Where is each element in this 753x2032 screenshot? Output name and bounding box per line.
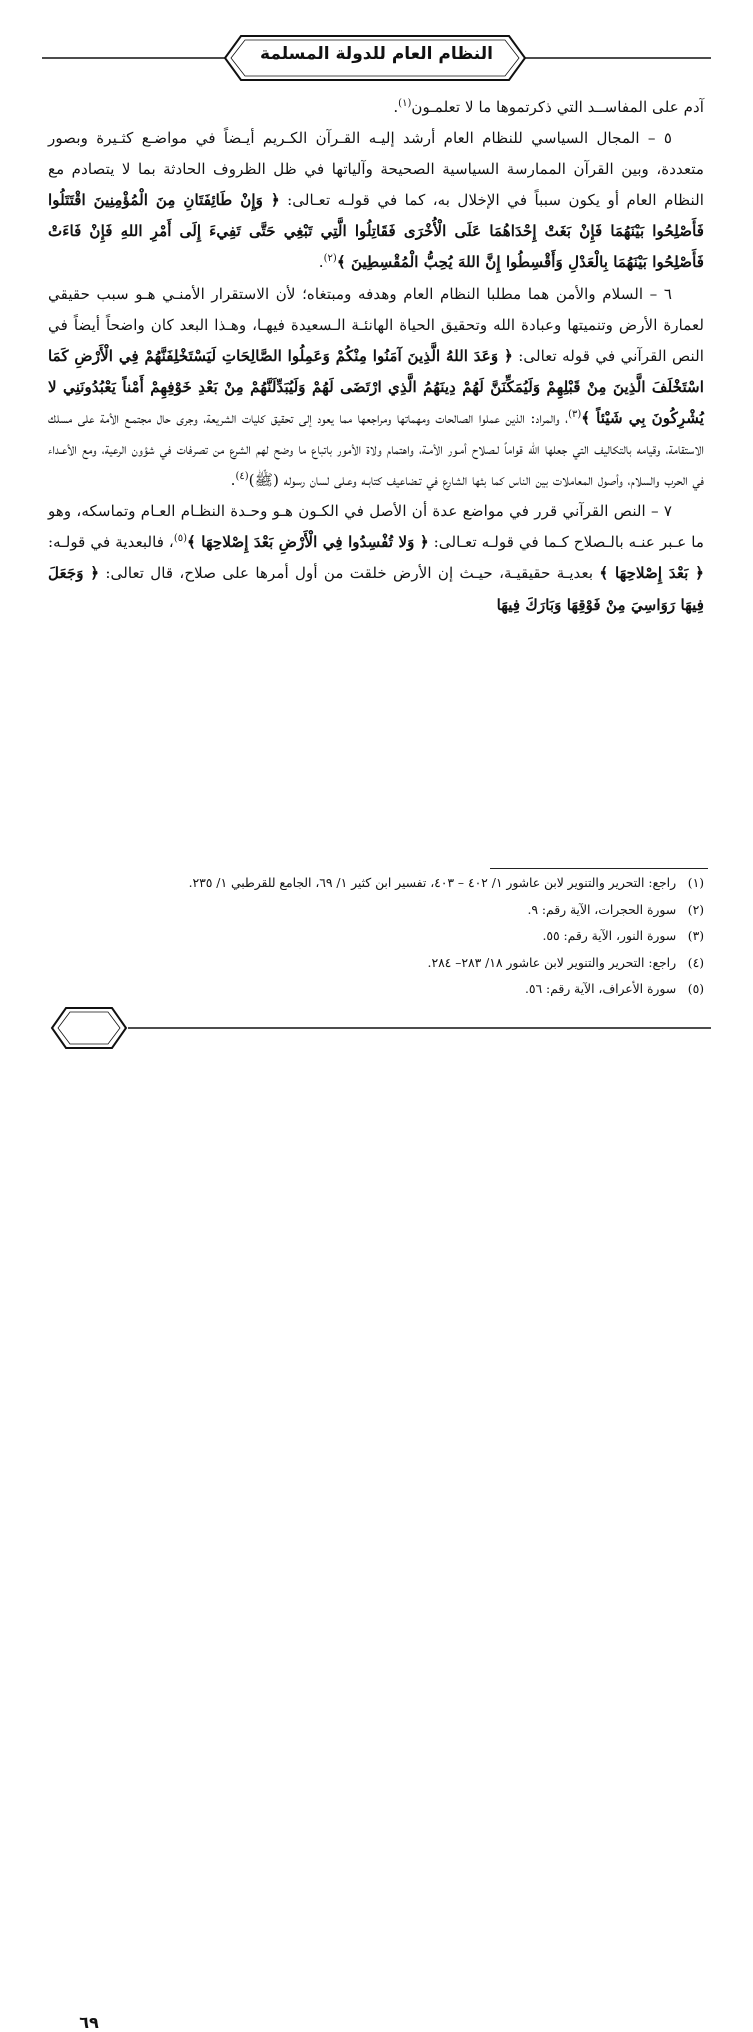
footnote-text: راجع: التحرير والتنوير لابن عاشور ١/ ٤٠٢ – ٤٠٣، تفسير ابن كثير ١/ ٦٩، الجامع للقرطبي ١/ ٢٣٥. (188, 876, 677, 890)
footnote-reference: (٢) (323, 253, 337, 265)
footnotes-list (48, 870, 704, 1003)
body-paragraph (48, 279, 704, 497)
footnote-item (48, 950, 704, 977)
body-paragraph (48, 496, 704, 620)
footnote-text: سورة النور، الآية رقم: ٥٥. (542, 929, 677, 943)
footnote-text: سورة الحجرات، الآية رقم: ٩. (527, 902, 677, 917)
footnote-item (48, 923, 704, 950)
footnote-text: راجع: التحرير والتنوير لابن عاشور ١٨/ ٢٨٣– ٢٨٤. (427, 955, 677, 970)
footnote-number: (٤) (687, 955, 704, 970)
quran-verse: ﴿ بَعْدَ إِصْلاحِهَا ﴾ (599, 564, 704, 583)
page-header (0, 0, 753, 100)
body-text-segment: ، والمراد: الذين عملوا الصالحات ومهماتها ومراجعها مما يعود إلى تحقيق كليات الشريعة، وجرى حال مجتمـع الأمة على مسلك الاستقامة، وقيامه بالتكاليف التي جعلها الله قواماً لـصلاح أمـور الأمـة، واهتمام ولاة الأمور باتباع ما وضح لهم الشرع من تصرفات في شؤون الرعية، ومع الأعـداء في الحرب والسلام، وأصول المعاملات بين الناس كما بثها الشارع في تـضاعيف كتابـه وعـلى لسان رسوله (ﷺ) (48, 408, 704, 490)
footnote-separator (490, 868, 708, 869)
quran-verse: ﴿ وَعَدَ اللهُ الَّذِينَ آمَنُوا مِنْكُمْ وَعَمِلُوا الصَّالِحَاتِ لَيَسْتَخْلِفَنَّهُمْ فِي الْأَرْضِ كَمَا اسْتَخْلَفَ الَّذِينَ مِنْ قَبْلِهِمْ وَلَيُمَكِّنَنَّ لَهُمْ دِينَهُمُ الَّذِي ارْتَضَى لَهُمْ وَلَيُبَدِّلَنَّهُمْ مِنْ بَعْدِ خَوْفِهِمْ أَمْناً يَعْبُدُونَنِي لا يُشْرِكُونَ بِي شَيْئاً ﴾ (48, 346, 704, 427)
body-text-segment: . (393, 98, 399, 116)
body-text-segment: بعديـة حقيقيـة، حيـث إن الأرض خلقت من أول أمرها على صلاح، قال تعالى: (99, 564, 600, 583)
quran-verse: ﴿ وَلا تُفْسِدُوا فِي الْأَرْضِ بَعْدَ إِصْلاحِهَا ﴾ (187, 533, 429, 552)
body-paragraph (48, 123, 704, 278)
footnote-reference: (٤) (235, 471, 249, 483)
footnote-number: (٢) (687, 902, 704, 917)
footnote-number: (٣) (687, 929, 704, 943)
footnote-item (48, 976, 704, 1003)
page-number: ٦٩ (79, 2013, 99, 2032)
body-text-segment: ٦ – السلام والأمن هما مطلبا النظام العام وهدفه ومبتغاه؛ لأن الاستقرار الأمنـي هـو سبب حقيقي لعمارة الأرض وتنميتها وعبادة الله وتحقيق الحياة الهانئـة الـسعيدة فيهـا، وهـذا البعد كان واضحاً أيضاً في النص القرآني في قوله تعالى: (48, 284, 704, 365)
body-text-segment: ٥ – المجال السياسي للنظام العام أرشد إليـه القـرآن الكـريم أيـضاً في مواضـع كثـيرة وبصور متعددة، وبين القرآن الممارسة السياسية الصحيحة وآلياتها في ظل الظروف الحادثة بما لا يتصادم مع النظام العام أو يكون سبباً في الإخلال به، كما في قولـه تعـالى: (48, 129, 704, 210)
quran-verse: ﴿ وَإِنْ طَائِفَتَانِ مِنَ الْمُؤْمِنِينَ اقْتَتَلُوا فَأَصْلِحُوا بَيْنَهُمَا فَإِنْ بَغَتْ إِحْدَاهُمَا عَلَى الْأُخْرَى فَقَاتِلُوا الَّتِي تَبْغِي حَتَّى تَفِيءَ إِلَى أَمْرِ اللهِ فَإِنْ فَاءَتْ فَأَصْلِحُوا بَيْنَهُمَا بِالْعَدْلِ وَأَقْسِطُوا إِنَّ اللهَ يُحِبُّ الْمُقْسِطِينَ ﴾ (48, 191, 704, 272)
running-header-title: النظام العام للدولة المسلمة (260, 44, 493, 64)
body-text-segment: . (318, 253, 324, 272)
footnote-item (48, 870, 704, 897)
page-footer (0, 1000, 753, 2032)
quran-verse: ﴿ وَجَعَلَ فِيهَا رَوَاسِيَ مِنْ فَوْقِهَا وَبَارَكَ فِيهَا (48, 564, 704, 614)
body-text-segment: ٧ – النص القرآني قرر في مواضع عدة أن الأصل في الكـون هـو وحـدة النظـام العـام وتماسكه، وهو ما عـبر عنـه بالـصلاح كـما في قولـه تعـالى: (48, 502, 704, 552)
body-paragraph (48, 92, 704, 123)
footnote-reference: (٥) (173, 533, 188, 545)
footnote-reference: (١) (398, 97, 412, 109)
footnote-number: (٥) (687, 982, 704, 996)
footnote-number: (١) (687, 876, 704, 890)
body-text-segment: آدم على المفاســد التي ذكرتموها ما لا تعلمـون (411, 98, 704, 116)
footnote-item (48, 897, 704, 924)
body-text-segment: ، فالبعدية في قولـه: (48, 533, 174, 552)
body-text-segment: . (230, 471, 236, 490)
footnote-reference: (٣) (568, 408, 582, 420)
footer-frame-ornament (0, 1000, 753, 1060)
footnote-text: سورة الأعراف، الآية رقم: ٥٦. (524, 982, 677, 996)
main-body-text (48, 92, 704, 621)
